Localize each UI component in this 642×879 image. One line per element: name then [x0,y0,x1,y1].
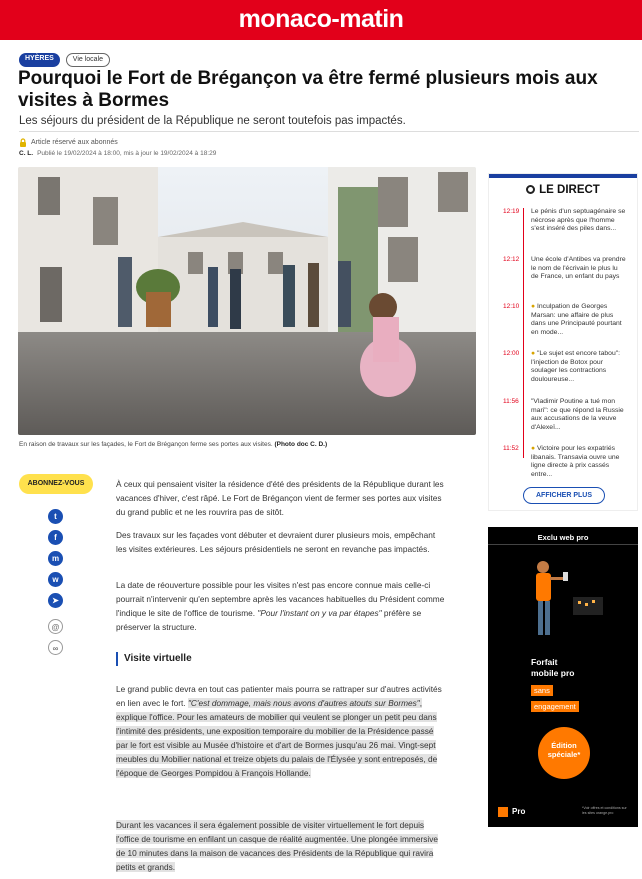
ad-illustration [518,557,608,652]
live-feed-accent [489,174,637,178]
lock-icon [19,138,27,147]
article-tags [19,53,110,67]
site-header [0,0,642,40]
paragraph-5 [116,818,446,874]
facebook-icon[interactable]: f [48,530,63,545]
live-feed-title [489,184,637,196]
link-icon[interactable]: ∞ [48,640,63,655]
ad-badge-1: sans [531,685,553,696]
photo-caption [19,441,327,448]
telegram-icon[interactable]: ➤ [48,593,63,608]
messenger-icon[interactable]: m [48,551,63,566]
paragraph-3-part-1: La date de réouverture possible pour les visites n'est pas encore connue mais celle-ci pourrait n'intervenir qu'en septembre après les vacances habituelles du Président comme l'indique le site de l'office de tourisme. [116,580,445,618]
ad-brand: Pro [512,807,526,816]
fire-icon: ● [531,445,537,452]
subscribe-button[interactable]: ABONNEZ-VOUS [19,474,93,494]
fire-icon: ● [531,303,537,310]
live-feed [488,173,638,511]
fire-icon: ● [531,350,537,357]
article-subtitle: Les séjours du président de la République ne seront toutefois pas impactés. [19,115,406,127]
ad-offer [531,657,574,679]
live-item-time: 12:19 [503,208,520,215]
paragraph-2: Des travaux sur les façades vont débuter et devraient durer plusieurs mois, empêchant les visites extérieures. Les séjours présidentiels ne seront en revanche pas impactés. [116,530,436,554]
live-item-text-content: "Le sujet est encore tabou": l'injection de Botox pour soulager les contractions douloureuse... [531,350,621,383]
paragraph-4-quote: "C'est dommage, mais nous avons d'autres atouts sur Bormes" [187,698,420,708]
live-item-text-content: Inculpation de Georges Marsan: une affaire de plus dans une Principauté pourtant en mode... [531,303,622,336]
paragraph-3 [116,578,446,634]
timeline-line [523,208,524,458]
ad-edition-badge [538,727,590,779]
article-title: Pourquoi le Fort de Brégançon va être fermé plusieurs mois aux visites à Bormes [18,68,598,111]
ad-edition-line-1: Édition [551,741,577,750]
live-item-time: 12:00 [503,350,520,357]
caption-credit: (Photo doc C. D.) [274,441,328,448]
publish-dates: Publié le 19/02/2024 à 18:00, mis à jour le 19/02/2024 à 18:29 [37,150,217,157]
live-item-text-content: Victoire pour les expatriés libanais. Transavia ouvre une ligne directe à prix cassés entre... [531,445,620,478]
divider [19,131,639,132]
site-logo[interactable]: monaco-matin [238,5,404,33]
tag-city[interactable]: HYÈRES [19,53,60,67]
live-item-text[interactable]: "Vladimir Poutine a tué mon mari": ce que répond la Russie aux accusations de la veuve d'Alexeï... [531,398,624,431]
live-item-time: 12:10 [503,303,520,310]
live-item-text[interactable] [531,350,627,384]
live-item-text[interactable]: Une école d'Antibes va prendre le nom de l'écrivain le plus lu de France, un enfant du pays [531,256,626,280]
paragraph-4-part-2: , explique l'office. Pour les amateurs de mobilier qui veulent se plonger un petit peu dans l'intimité des présidents, une exposition temporaire du mobilier de la Présidence passé par le fort est visible au Musée d'histoire et d'art de Bormes jusqu'au 26 mai. Vingt-sept meubles du Mobilier national et treize objets du palais de l'Élysée y sont entreposés, de l'époque de Georges Pompidou à François Hollande. [116,698,438,778]
premium-notice [19,138,118,147]
ad-badge-2: engagement [531,701,579,712]
email-icon[interactable]: @ [48,619,63,634]
ad-fine-print: *Voir offres et conditions sur les sites orange.pro [582,806,627,815]
live-item-text[interactable]: Le pénis d'un septuagénaire se nécrose après que l'homme s'est inséré des piles dans... [531,208,626,232]
paragraph-4-part-1: Le grand public devra en tout cas patienter mais pourra se rattraper sur d'autres activités en lien avec le fort. [116,684,442,708]
author[interactable]: C. L. [19,150,34,157]
caption-text: En raison de travaux sur les façades, le Fort de Brégançon ferme ses portes aux visites. [19,441,273,448]
orange-logo-icon [498,807,508,817]
live-item-time: 12:12 [503,256,520,263]
ad-headline: Exclu web pro [537,533,589,542]
section-title: Visite virtuelle [116,652,192,666]
live-item-text[interactable] [531,445,627,479]
advertisement[interactable] [488,527,638,827]
ad-edition-line-2: spéciale* [547,750,581,759]
byline [19,150,216,157]
tag-category[interactable]: Vie locale [66,53,110,67]
paragraph-3-part-2: préfère se préserver la structure. [116,608,422,632]
paragraph-5-text: Durant les vacances il sera également possible de visiter virtuellement le fort depuis l'office de tourisme en enfilant un casque de réalité augmentée. Une plongée immersive de 10 minutes dans la maison de vacances des Présidents de la République qui ravira petits et grands. [116,820,438,872]
show-more-button[interactable]: AFFICHER PLUS [523,487,605,504]
ad-offer-line-1: Forfait [531,657,558,667]
live-item-time: 11:52 [503,445,519,452]
paragraph-3-quote: "Pour l'instant on y va par étapes" [257,608,382,618]
live-feed-title-text: LE DIRECT [539,184,600,196]
ad-offer-line-2: mobile pro [531,668,575,678]
twitter-icon[interactable]: t [48,509,63,524]
live-icon [526,185,535,194]
whatsapp-icon[interactable]: w [48,572,63,587]
premium-label: Article réservé aux abonnés [31,139,118,146]
paragraph-1: À ceux qui pensaient visiter la résidence d'été des présidents de la République durant les vacances d'hiver, c'est râpé. Le Fort de Brégançon vient de fermer ses portes aux visites du grand public et ne les rouvrira pas de sitôt. [116,479,444,517]
paragraph-4 [116,682,446,780]
live-item-time: 11:56 [503,398,519,405]
live-item-text[interactable] [531,303,627,337]
article-photo [18,167,476,435]
ad-divider [488,544,638,545]
